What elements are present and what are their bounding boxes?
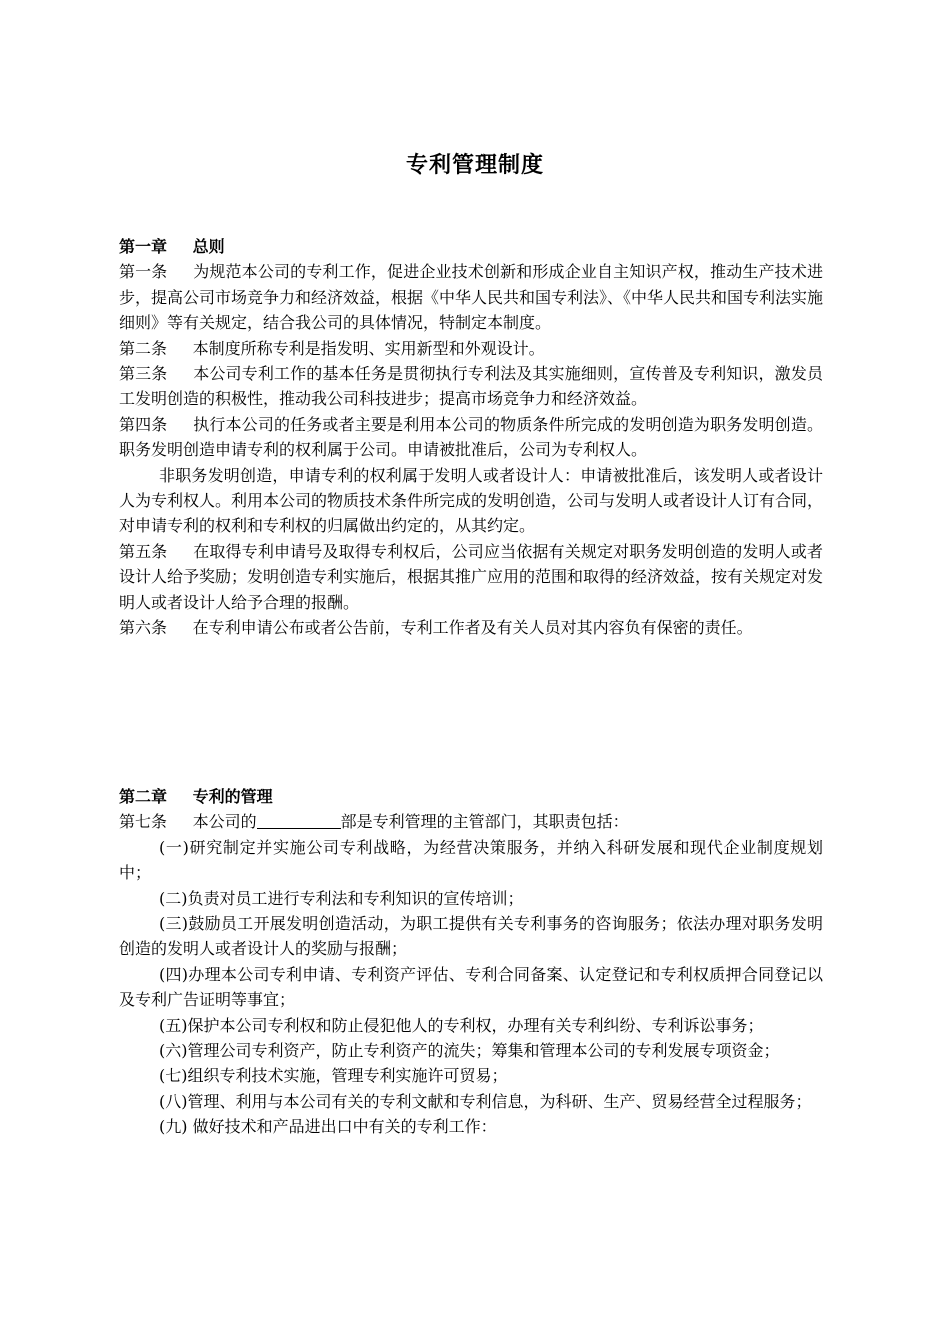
- chapter-2-heading: [119, 784, 823, 809]
- article-4-text: 执行本公司的任务或者主要是利用本公司的物质条件所完成的发明创造为职务发明创造。职务发明创造申请专利的权利属于公司。申请被批准后，公司为专利权人。: [119, 414, 823, 460]
- article-7-text-before-blank: 本公司的: [192, 812, 257, 832]
- article-6-text: 在专利申请公布或者公告前，专利工作者及有关人员对其内容负有保密的责任。: [192, 618, 753, 638]
- article-4: [119, 412, 823, 463]
- article-2-number: 第二条: [119, 338, 168, 358]
- chapter-1: [119, 234, 823, 641]
- duty-item-2: (二)负责对员工进行专利法和专利知识的宣传培训；: [159, 888, 524, 908]
- chapter-1-title: 总则: [192, 237, 225, 256]
- chapter-2-number: 第二章: [119, 787, 168, 806]
- article-4-number: 第四条: [119, 414, 168, 434]
- duty-item-4: (四)办理本公司专利申请、专利资产评估、专利合同备案、认定登记和专利权质押合同登记以及专利广告证明等事宜；: [119, 964, 823, 1010]
- article-7-text-after-blank: 部是专利管理的主管部门，其职责包括：: [340, 812, 629, 832]
- chapter-2: [119, 784, 823, 1140]
- duty-item-3: (三)鼓励员工开展发明创造活动，为职工提供有关专利事务的咨询服务；依法办理对职务发明创造的发明人或者设计人的奖励与报酬；: [119, 914, 823, 959]
- article-6: [119, 615, 823, 640]
- article-1: [119, 259, 823, 335]
- department-blank-line: [257, 812, 341, 829]
- article-5: [119, 539, 823, 615]
- article-1-number: 第一条: [119, 262, 168, 282]
- article-3-text: 本公司专利工作的基本任务是贯彻执行专利法及其实施细则，宣传普及专利知识，激发员工发明创造的积极性，推动我公司科技进步；提高市场竞争力和经济效益。: [119, 364, 823, 409]
- chapter-1-heading: [119, 234, 823, 259]
- chapter-2-title: 专利的管理: [192, 787, 273, 806]
- article-3-number: 第三条: [119, 364, 168, 384]
- duty-item-9: (九) 做好技术和产品进出口中有关的专利工作：: [159, 1117, 497, 1137]
- duty-item-7: (七)组织专利技术实施，管理专利实施许可贸易；: [159, 1066, 508, 1086]
- article-4-paragraph-2: 非职务发明创造，申请专利的权利属于发明人或者设计人：申请被批准后，该发明人或者设计人为专利权人。利用本公司的物质技术条件所完成的发明创造，公司与发明人或者设计人订有合同，对申请专利的权利和专利权的归属做出约定的，从其约定。: [119, 465, 824, 536]
- article-6-number: 第六条: [119, 618, 168, 638]
- article-2-text: 本制度所称专利是指发明、实用新型和外观设计。: [192, 338, 545, 358]
- chapter-1-number: 第一章: [119, 237, 168, 256]
- duty-item-1: (一)研究制定并实施公司专利战略，为经营决策服务，并纳入科研发展和现代企业制度规划中；: [119, 837, 823, 883]
- article-3: [119, 361, 823, 412]
- duty-item-8: (八)管理、利用与本公司有关的专利文献和专利信息，为科研、生产、贸易经营全过程服务；: [159, 1091, 812, 1111]
- article-1-text: 为规范本公司的专利工作，促进企业技术创新和形成企业自主知识产权，推动生产技术进步，提高公司市场竞争力和经济效益，根据《中华人民共和国专利法》、《中华人民共和国专利法实施细则》等有关规定，结合我公司的具体情况，特制定本制度。: [119, 262, 824, 333]
- article-7: [119, 809, 823, 834]
- article-5-text: 在取得专利申请号及取得专利权后，公司应当依据有关规定对职务发明创造的发明人或者设计人给予奖励；发明创造专利实施后，根据其推广应用的范围和取得的经济效益，按有关规定对发明人或者设计人给予合理的报酬。: [119, 541, 824, 612]
- article-5-number: 第五条: [119, 541, 168, 561]
- article-7-number: 第七条: [119, 812, 168, 832]
- article-2: [119, 336, 823, 361]
- duty-item-5: (五)保护本公司专利权和防止侵犯他人的专利权，办理有关专利纠纷、专利诉讼事务；: [159, 1015, 764, 1035]
- duty-item-6: (六)管理公司专利资产，防止专利资产的流失；筹集和管理本公司的专利发展专项资金；: [159, 1041, 780, 1061]
- page-title: 专利管理制度: [405, 153, 544, 178]
